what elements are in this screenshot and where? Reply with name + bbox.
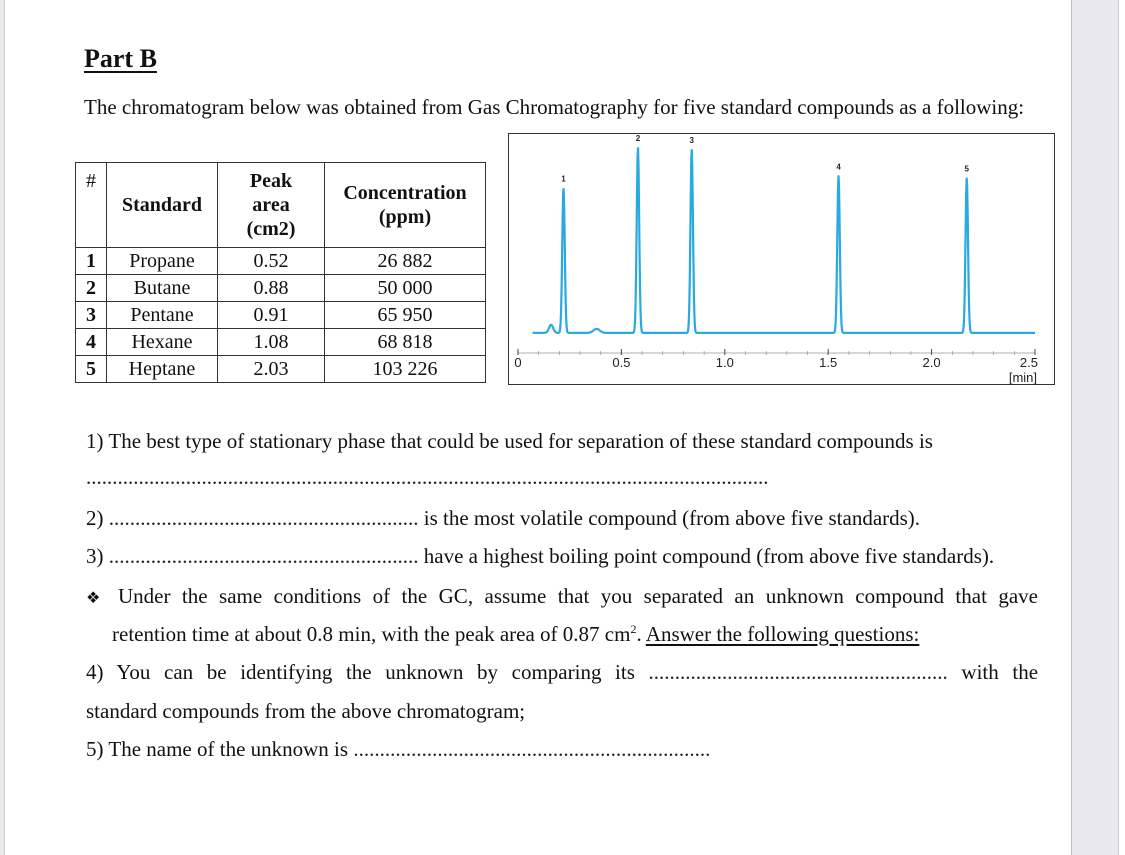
x-tick-label: 2.0 [922,355,941,370]
row-peak-area: 2.03 [218,356,325,383]
question-4-text-end: with the [961,660,1039,684]
x-tick-label: 1.5 [819,355,838,370]
header-peak-area [218,163,325,248]
header-concentration [325,163,486,248]
question-1: 1) The best type of stationary phase that could be used for separation of these standard compounds is [86,429,933,453]
note-text: Under the same conditions of the GC, assume that you separated an unknown compound that gave [118,584,1039,608]
table-row [76,302,486,329]
question-1-answer-line: .................................................................................................................................. [86,465,769,489]
table-row [76,275,486,302]
row-peak-area: 0.52 [218,248,325,275]
peak-label: 5 [964,164,969,174]
question-2-text: is the most volatile compound (from above five standards). [423,506,921,530]
peak-label: 4 [836,162,841,172]
row-number: 5 [76,356,107,383]
header-number: # [76,163,107,248]
peak-label: 3 [689,136,694,146]
header-peak-area-line2: area [252,194,290,216]
question-5 [86,734,1038,764]
page-edge [1118,0,1125,855]
question-3 [86,541,1038,571]
table-row [76,329,486,356]
question-4 [86,657,1038,687]
chart-frame [509,134,1055,385]
note-period: . [636,622,642,646]
row-concentration: 50 000 [325,275,486,302]
row-standard: Heptane [107,356,218,383]
diamond-bullet-icon: ❖ [86,588,107,607]
row-number: 2 [76,275,107,302]
row-standard: Propane [107,248,218,275]
question-3-number: 3) [86,544,104,568]
question-4-answer-line: ......................................................... [648,660,948,684]
row-standard: Hexane [107,329,218,356]
note-instruction: Answer the following questions: [645,622,920,646]
note-superscript: 2 [630,622,637,636]
row-number: 3 [76,302,107,329]
header-concentration-line1: Concentration [343,182,467,204]
row-standard: Pentane [107,302,218,329]
row-concentration: 103 226 [325,356,486,383]
peak-label: 1 [561,174,566,184]
x-axis-label: [min] [1008,370,1037,385]
question-2 [86,503,1038,533]
section-title: Part B [84,44,157,73]
question-2-answer-line: ........................................................... [108,506,419,530]
note-text-2: retention time at about 0.8 min, with the peak area of 0.87 cm [112,622,631,646]
question-5-answer-line: .................................................................... [353,737,711,761]
question-4-line-2: standard compounds from the above chromatogram; [86,699,526,723]
row-concentration: 26 882 [325,248,486,275]
question-3-answer-line: ........................................................... [108,544,419,568]
header-peak-area-line3: (cm2) [246,218,296,240]
question-5-text: 5) The name of the unknown is [86,737,349,761]
note-line-2 [112,619,1038,649]
x-tick-label: 2.5 [1019,355,1038,370]
table-row [76,356,486,383]
header-peak-area-line1: Peak [249,170,293,192]
x-tick-label: 1.0 [715,355,734,370]
peak-label: 2 [635,134,641,144]
x-tick-label: 0.5 [612,355,631,370]
note-line-1 [86,581,1038,613]
x-tick-label: 0 [514,355,522,370]
table-row [76,248,486,275]
table-header-row [76,163,486,248]
row-concentration: 65 950 [325,302,486,329]
question-3-text: have a highest boiling point compound (from above five standards). [423,544,995,568]
row-number: 4 [76,329,107,356]
row-number: 1 [76,248,107,275]
row-standard: Butane [107,275,218,302]
standards-table [75,162,486,383]
chromatogram-chart [508,133,1055,385]
header-standard: Standard [107,163,218,248]
row-concentration: 68 818 [325,329,486,356]
header-concentration-line2: (ppm) [378,206,432,228]
question-4-text: 4) You can be identifying the unknown by comparing its [86,660,635,684]
question-2-number: 2) [86,506,104,530]
row-peak-area: 0.88 [218,275,325,302]
row-peak-area: 0.91 [218,302,325,329]
row-peak-area: 1.08 [218,329,325,356]
intro-paragraph: The chromatogram below was obtained from Gas Chromatography for five standard compounds as a following: [84,95,1025,119]
